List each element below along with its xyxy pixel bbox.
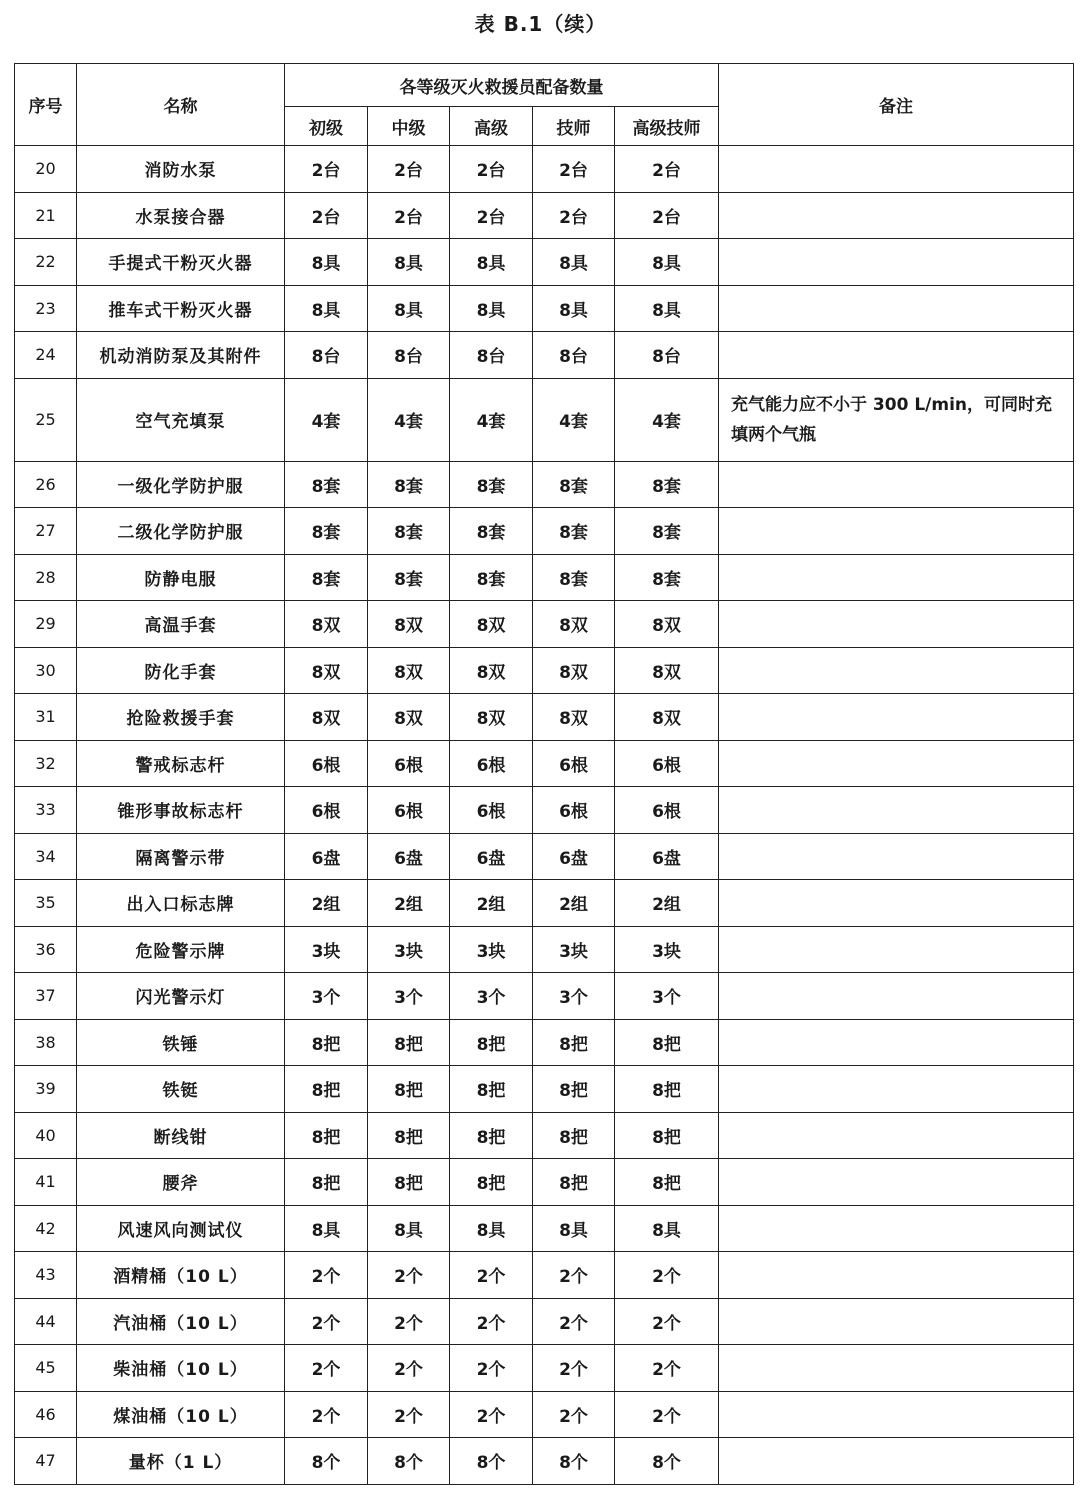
item-name: 量杯（1 L） [77, 1438, 285, 1485]
table-row [15, 239, 1074, 286]
table-row [15, 378, 1074, 461]
quantity-cell: 6根 [285, 787, 368, 834]
quantity-cell: 8双 [533, 694, 615, 741]
quantity-cell: 8把 [533, 1112, 615, 1159]
quantity-cell: 8套 [533, 461, 615, 508]
note-cell [719, 1159, 1074, 1206]
quantity-cell: 8具 [615, 239, 719, 286]
note-cell [719, 1019, 1074, 1066]
quantity-cell: 2个 [368, 1252, 450, 1299]
quantity-cell: 3个 [533, 973, 615, 1020]
quantity-cell: 2个 [450, 1252, 533, 1299]
note-cell [719, 1438, 1074, 1485]
quantity-cell: 2组 [533, 880, 615, 927]
item-name: 锥形事故标志杆 [77, 787, 285, 834]
equipment-table [14, 63, 1074, 1485]
quantity-cell: 3个 [450, 973, 533, 1020]
quantity-cell: 8双 [450, 601, 533, 648]
quantity-cell: 3块 [615, 926, 719, 973]
quantity-cell: 4套 [285, 378, 368, 461]
quantity-cell: 8具 [533, 239, 615, 286]
row-number: 37 [15, 973, 77, 1020]
quantity-cell: 8双 [615, 694, 719, 741]
note-cell [719, 926, 1074, 973]
table-row [15, 1066, 1074, 1113]
quantity-cell: 8具 [615, 285, 719, 332]
quantity-cell: 8具 [533, 285, 615, 332]
quantity-cell: 8把 [450, 1112, 533, 1159]
quantity-cell: 8个 [615, 1438, 719, 1485]
row-number: 34 [15, 833, 77, 880]
note-cell [719, 461, 1074, 508]
quantity-cell: 2个 [615, 1298, 719, 1345]
table-row [15, 1112, 1074, 1159]
header-level-group: 各等级灭火救援员配备数量 [285, 64, 719, 107]
quantity-cell: 2个 [533, 1298, 615, 1345]
quantity-cell: 2组 [368, 880, 450, 927]
table-row [15, 880, 1074, 927]
quantity-cell: 8台 [533, 332, 615, 379]
quantity-cell: 8把 [615, 1159, 719, 1206]
note-cell [719, 833, 1074, 880]
note-cell [719, 1066, 1074, 1113]
row-number: 43 [15, 1252, 77, 1299]
row-number: 46 [15, 1391, 77, 1438]
row-number: 29 [15, 601, 77, 648]
quantity-cell: 8具 [368, 285, 450, 332]
note-cell [719, 694, 1074, 741]
note-cell [719, 1252, 1074, 1299]
item-name: 闪光警示灯 [77, 973, 285, 1020]
note-cell [719, 1298, 1074, 1345]
note-cell [719, 601, 1074, 648]
quantity-cell: 8套 [615, 508, 719, 555]
row-number: 26 [15, 461, 77, 508]
table-row [15, 1159, 1074, 1206]
quantity-cell: 8具 [285, 1205, 368, 1252]
quantity-cell: 8把 [450, 1159, 533, 1206]
quantity-cell: 8把 [285, 1159, 368, 1206]
quantity-cell: 8双 [368, 694, 450, 741]
quantity-cell: 8把 [285, 1066, 368, 1113]
table-row [15, 554, 1074, 601]
table-row [15, 285, 1074, 332]
quantity-cell: 2台 [450, 146, 533, 193]
table-row [15, 926, 1074, 973]
quantity-cell: 2台 [368, 192, 450, 239]
table-row [15, 332, 1074, 379]
row-number: 30 [15, 647, 77, 694]
item-name: 消防水泵 [77, 146, 285, 193]
quantity-cell: 6根 [368, 740, 450, 787]
quantity-cell: 8把 [285, 1112, 368, 1159]
quantity-cell: 8双 [533, 601, 615, 648]
quantity-cell: 6盘 [450, 833, 533, 880]
row-number: 20 [15, 146, 77, 193]
quantity-cell: 6盘 [533, 833, 615, 880]
item-name: 风速风向测试仪 [77, 1205, 285, 1252]
quantity-cell: 6根 [450, 740, 533, 787]
quantity-cell: 8双 [615, 647, 719, 694]
quantity-cell: 8把 [615, 1112, 719, 1159]
quantity-cell: 2个 [368, 1298, 450, 1345]
quantity-cell: 8个 [450, 1438, 533, 1485]
table-row [15, 1019, 1074, 1066]
table-row [15, 1252, 1074, 1299]
quantity-cell: 8套 [450, 554, 533, 601]
quantity-cell: 4套 [450, 378, 533, 461]
quantity-cell: 8具 [450, 239, 533, 286]
table-row [15, 787, 1074, 834]
quantity-cell: 3块 [450, 926, 533, 973]
note-cell [719, 1112, 1074, 1159]
quantity-cell: 2组 [450, 880, 533, 927]
item-name: 柴油桶（10 L） [77, 1345, 285, 1392]
quantity-cell: 2个 [285, 1252, 368, 1299]
quantity-cell: 8双 [368, 601, 450, 648]
item-name: 断线钳 [77, 1112, 285, 1159]
quantity-cell: 2台 [533, 192, 615, 239]
item-name: 机动消防泵及其附件 [77, 332, 285, 379]
header-level-junior: 初级 [285, 107, 368, 146]
row-number: 44 [15, 1298, 77, 1345]
note-cell [719, 1391, 1074, 1438]
header-note: 备注 [719, 64, 1074, 146]
quantity-cell: 8把 [450, 1019, 533, 1066]
quantity-cell: 8把 [533, 1159, 615, 1206]
quantity-cell: 8个 [368, 1438, 450, 1485]
note-cell [719, 192, 1074, 239]
quantity-cell: 8套 [533, 508, 615, 555]
quantity-cell: 2个 [285, 1345, 368, 1392]
quantity-cell: 8台 [615, 332, 719, 379]
note-cell [719, 1205, 1074, 1252]
quantity-cell: 2台 [533, 146, 615, 193]
quantity-cell: 6盘 [368, 833, 450, 880]
note-cell [719, 1345, 1074, 1392]
item-name: 二级化学防护服 [77, 508, 285, 555]
quantity-cell: 8套 [368, 554, 450, 601]
quantity-cell: 3个 [285, 973, 368, 1020]
item-name: 铁锤 [77, 1019, 285, 1066]
quantity-cell: 8套 [450, 461, 533, 508]
item-name: 空气充填泵 [77, 378, 285, 461]
quantity-cell: 8套 [615, 554, 719, 601]
item-name: 煤油桶（10 L） [77, 1391, 285, 1438]
note-cell [719, 332, 1074, 379]
quantity-cell: 8具 [368, 239, 450, 286]
item-name: 防静电服 [77, 554, 285, 601]
quantity-cell: 6盘 [615, 833, 719, 880]
quantity-cell: 2个 [285, 1391, 368, 1438]
quantity-cell: 8套 [368, 461, 450, 508]
note-cell [719, 740, 1074, 787]
quantity-cell: 2台 [285, 192, 368, 239]
quantity-cell: 8台 [285, 332, 368, 379]
table-row [15, 833, 1074, 880]
quantity-cell: 2个 [368, 1345, 450, 1392]
quantity-cell: 8把 [368, 1112, 450, 1159]
table-row [15, 1205, 1074, 1252]
quantity-cell: 8具 [533, 1205, 615, 1252]
row-number: 45 [15, 1345, 77, 1392]
table-row [15, 694, 1074, 741]
quantity-cell: 8台 [368, 332, 450, 379]
quantity-cell: 8双 [285, 601, 368, 648]
row-number: 21 [15, 192, 77, 239]
row-number: 38 [15, 1019, 77, 1066]
quantity-cell: 2台 [615, 192, 719, 239]
quantity-cell: 8套 [450, 508, 533, 555]
quantity-cell: 8套 [615, 461, 719, 508]
quantity-cell: 8具 [285, 239, 368, 286]
quantity-cell: 3块 [368, 926, 450, 973]
quantity-cell: 6根 [450, 787, 533, 834]
quantity-cell: 8个 [285, 1438, 368, 1485]
item-name: 铁铤 [77, 1066, 285, 1113]
quantity-cell: 2台 [285, 146, 368, 193]
row-number: 41 [15, 1159, 77, 1206]
note-cell [719, 239, 1074, 286]
header-level-intermediate: 中级 [368, 107, 450, 146]
row-number: 25 [15, 378, 77, 461]
note-cell: 充气能力应不小于 300 L/min，可同时充填两个气瓶 [719, 378, 1074, 461]
quantity-cell: 8把 [368, 1066, 450, 1113]
quantity-cell: 6根 [615, 740, 719, 787]
quantity-cell: 3个 [615, 973, 719, 1020]
quantity-cell: 3个 [368, 973, 450, 1020]
row-number: 22 [15, 239, 77, 286]
table-row [15, 1391, 1074, 1438]
quantity-cell: 2台 [368, 146, 450, 193]
quantity-cell: 2个 [285, 1298, 368, 1345]
quantity-cell: 8把 [533, 1066, 615, 1113]
table-row [15, 973, 1074, 1020]
note-cell [719, 554, 1074, 601]
row-number: 47 [15, 1438, 77, 1485]
item-name: 防化手套 [77, 647, 285, 694]
table-row [15, 601, 1074, 648]
quantity-cell: 8双 [615, 601, 719, 648]
item-name: 隔离警示带 [77, 833, 285, 880]
row-number: 40 [15, 1112, 77, 1159]
note-cell [719, 285, 1074, 332]
quantity-cell: 4套 [533, 378, 615, 461]
quantity-cell: 6根 [285, 740, 368, 787]
quantity-cell: 6根 [368, 787, 450, 834]
quantity-cell: 2个 [533, 1345, 615, 1392]
note-cell [719, 146, 1074, 193]
note-cell [719, 787, 1074, 834]
item-name: 推车式干粉灭火器 [77, 285, 285, 332]
row-number: 42 [15, 1205, 77, 1252]
quantity-cell: 4套 [368, 378, 450, 461]
item-name: 高温手套 [77, 601, 285, 648]
quantity-cell: 2台 [450, 192, 533, 239]
table-row [15, 740, 1074, 787]
table-row [15, 508, 1074, 555]
quantity-cell: 2组 [285, 880, 368, 927]
quantity-cell: 3块 [533, 926, 615, 973]
quantity-cell: 8双 [285, 647, 368, 694]
header-level-technician: 技师 [533, 107, 615, 146]
quantity-cell: 4套 [615, 378, 719, 461]
quantity-cell: 2个 [533, 1391, 615, 1438]
quantity-cell: 2个 [615, 1345, 719, 1392]
table-row [15, 647, 1074, 694]
quantity-cell: 2组 [615, 880, 719, 927]
table-row [15, 1438, 1074, 1485]
row-number: 24 [15, 332, 77, 379]
header-level-senior-technician: 高级技师 [615, 107, 719, 146]
quantity-cell: 8台 [450, 332, 533, 379]
quantity-cell: 2个 [450, 1391, 533, 1438]
quantity-cell: 8双 [368, 647, 450, 694]
quantity-cell: 2个 [450, 1298, 533, 1345]
quantity-cell: 6盘 [285, 833, 368, 880]
quantity-cell: 6根 [533, 740, 615, 787]
row-number: 32 [15, 740, 77, 787]
quantity-cell: 8套 [285, 461, 368, 508]
quantity-cell: 8把 [368, 1019, 450, 1066]
item-name: 一级化学防护服 [77, 461, 285, 508]
quantity-cell: 8具 [285, 285, 368, 332]
quantity-cell: 8具 [368, 1205, 450, 1252]
item-name: 手提式干粉灭火器 [77, 239, 285, 286]
quantity-cell: 2个 [615, 1252, 719, 1299]
note-cell [719, 508, 1074, 555]
quantity-cell: 8个 [533, 1438, 615, 1485]
quantity-cell: 8具 [615, 1205, 719, 1252]
quantity-cell: 8双 [450, 647, 533, 694]
quantity-cell: 2个 [615, 1391, 719, 1438]
quantity-cell: 8套 [368, 508, 450, 555]
table-row [15, 192, 1074, 239]
table-row [15, 461, 1074, 508]
quantity-cell: 8套 [285, 508, 368, 555]
note-cell [719, 647, 1074, 694]
item-name: 水泵接合器 [77, 192, 285, 239]
item-name: 腰斧 [77, 1159, 285, 1206]
row-number: 36 [15, 926, 77, 973]
table-header [15, 64, 1074, 146]
quantity-cell: 3块 [285, 926, 368, 973]
quantity-cell: 8具 [450, 1205, 533, 1252]
note-cell [719, 973, 1074, 1020]
note-cell [719, 880, 1074, 927]
quantity-cell: 8把 [533, 1019, 615, 1066]
quantity-cell: 8具 [450, 285, 533, 332]
quantity-cell: 6根 [615, 787, 719, 834]
quantity-cell: 8把 [615, 1066, 719, 1113]
item-name: 出入口标志牌 [77, 880, 285, 927]
quantity-cell: 8把 [285, 1019, 368, 1066]
quantity-cell: 2个 [533, 1252, 615, 1299]
item-name: 酒精桶（10 L） [77, 1252, 285, 1299]
quantity-cell: 8双 [285, 694, 368, 741]
table-row [15, 1345, 1074, 1392]
header-level-senior: 高级 [450, 107, 533, 146]
quantity-cell: 8把 [615, 1019, 719, 1066]
header-seq: 序号 [15, 64, 77, 146]
item-name: 汽油桶（10 L） [77, 1298, 285, 1345]
row-number: 39 [15, 1066, 77, 1113]
table-title: 表 B.1（续） [474, 12, 607, 36]
table-body [15, 146, 1074, 1485]
table-row [15, 146, 1074, 193]
quantity-cell: 8把 [450, 1066, 533, 1113]
row-number: 33 [15, 787, 77, 834]
item-name: 危险警示牌 [77, 926, 285, 973]
quantity-cell: 6根 [533, 787, 615, 834]
quantity-cell: 2个 [368, 1391, 450, 1438]
quantity-cell: 2个 [450, 1345, 533, 1392]
quantity-cell: 2台 [615, 146, 719, 193]
header-name: 名称 [77, 64, 285, 146]
row-number: 31 [15, 694, 77, 741]
table-row [15, 1298, 1074, 1345]
quantity-cell: 8套 [285, 554, 368, 601]
quantity-cell: 8双 [450, 694, 533, 741]
row-number: 35 [15, 880, 77, 927]
quantity-cell: 8套 [533, 554, 615, 601]
quantity-cell: 8把 [368, 1159, 450, 1206]
row-number: 23 [15, 285, 77, 332]
row-number: 28 [15, 554, 77, 601]
row-number: 27 [15, 508, 77, 555]
item-name: 抢险救援手套 [77, 694, 285, 741]
quantity-cell: 8双 [533, 647, 615, 694]
item-name: 警戒标志杆 [77, 740, 285, 787]
